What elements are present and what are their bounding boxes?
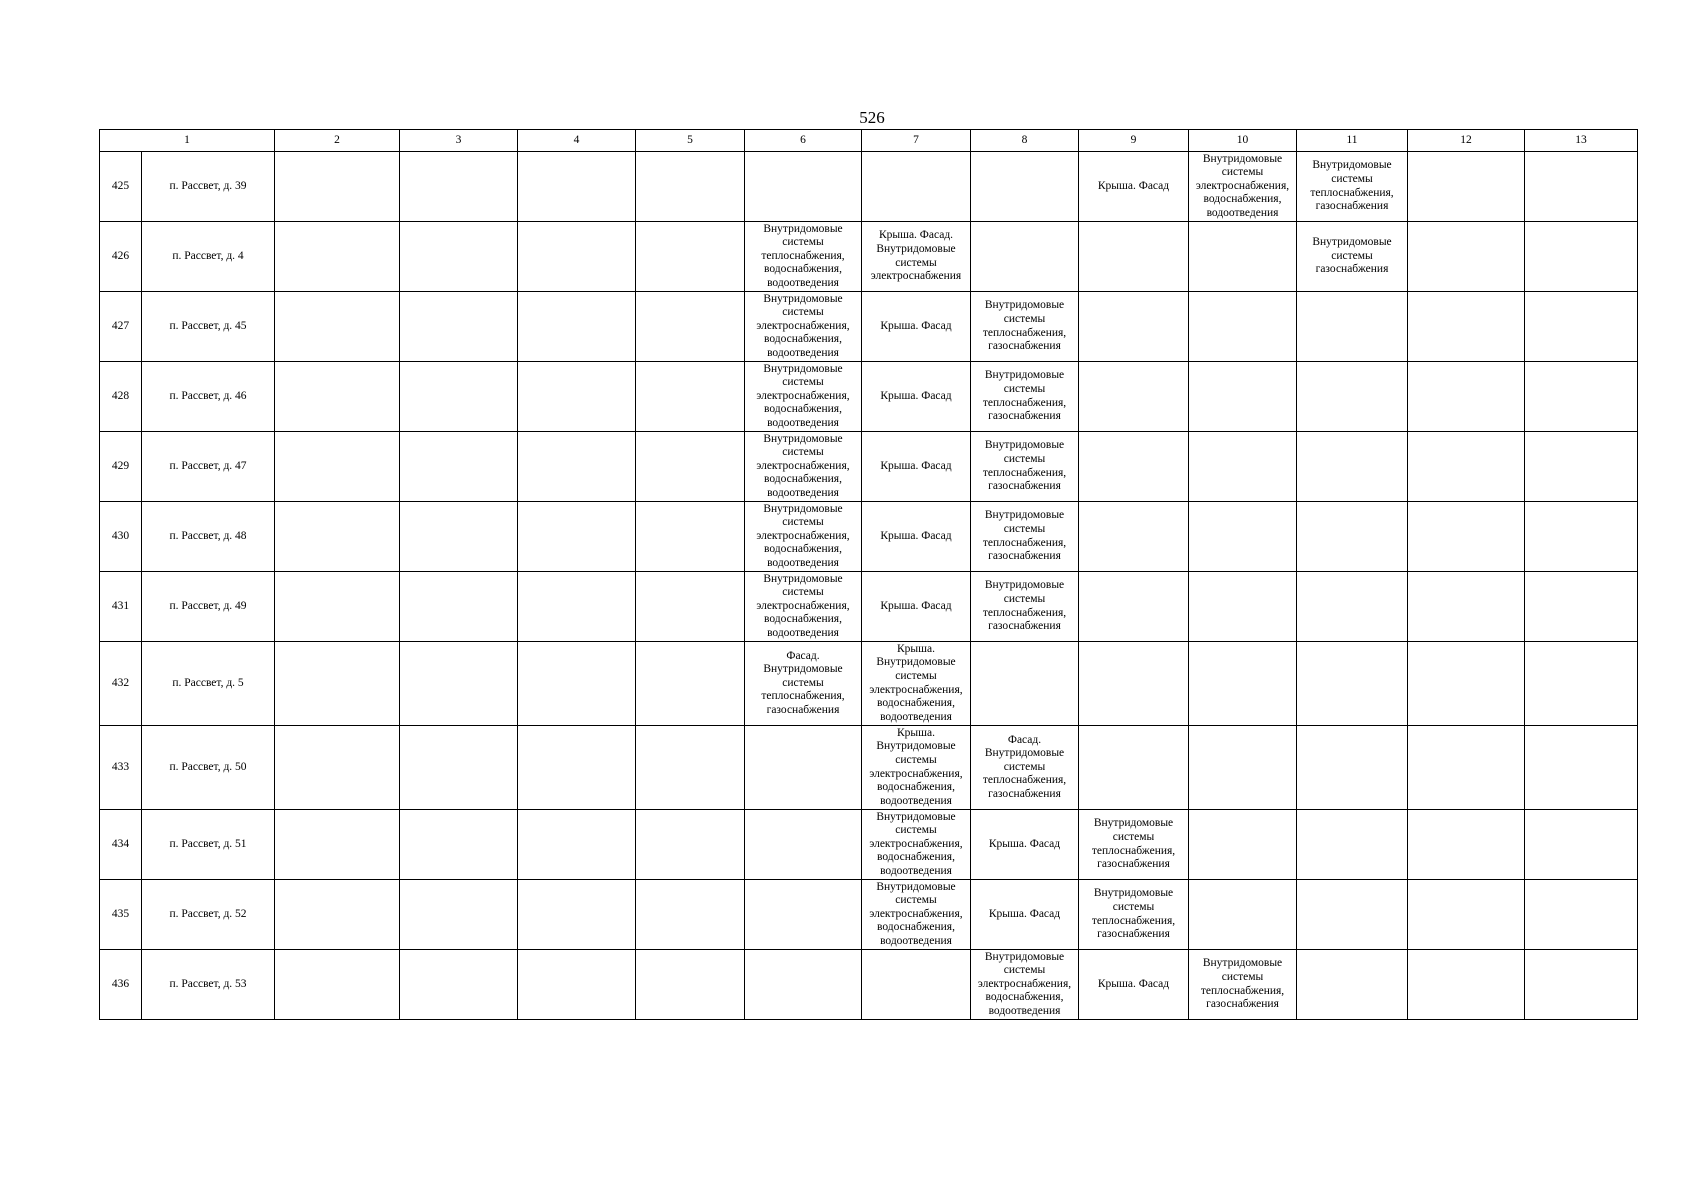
empty-cell [518, 950, 636, 1020]
empty-cell [1525, 642, 1638, 726]
empty-cell [636, 362, 745, 432]
row-number: 428 [100, 362, 142, 432]
empty-cell [1525, 292, 1638, 362]
empty-cell [275, 502, 400, 572]
empty-cell [1408, 432, 1525, 502]
empty-cell [636, 810, 745, 880]
empty-cell [1408, 152, 1525, 222]
header-row [100, 130, 1638, 152]
work-cell [1297, 572, 1408, 642]
work-cell: Крыша. Фасад [1079, 950, 1189, 1020]
empty-cell [275, 432, 400, 502]
address-cell: п. Рассвет, д. 45 [142, 292, 275, 362]
empty-cell [400, 292, 518, 362]
empty-cell [518, 362, 636, 432]
row-number: 427 [100, 292, 142, 362]
work-cell [971, 152, 1079, 222]
row-number: 429 [100, 432, 142, 502]
work-cell [1079, 432, 1189, 502]
table-row [100, 880, 1638, 950]
repair-schedule-table [99, 129, 1638, 1020]
empty-cell [400, 810, 518, 880]
work-cell: Внутридомовые системы электроснабжения, водоснабжения, водоотведения [745, 432, 862, 502]
work-cell: Внутридомовые системы теплоснабжения, газоснабжения [971, 292, 1079, 362]
work-cell: Внутридомовые системы теплоснабжения, газоснабжения [1297, 152, 1408, 222]
empty-cell [400, 950, 518, 1020]
address-cell: п. Рассвет, д. 48 [142, 502, 275, 572]
address-cell: п. Рассвет, д. 53 [142, 950, 275, 1020]
page-number: 526 [859, 108, 885, 127]
work-cell: Внутридомовые системы газоснабжения [1297, 222, 1408, 292]
empty-cell [518, 222, 636, 292]
empty-cell [400, 642, 518, 726]
work-cell [1079, 502, 1189, 572]
address-cell: п. Рассвет, д. 52 [142, 880, 275, 950]
work-cell: Крыша. Фасад [1079, 152, 1189, 222]
empty-cell [1408, 362, 1525, 432]
empty-cell [275, 152, 400, 222]
work-cell [1189, 432, 1297, 502]
work-cell: Внутридомовые системы электроснабжения, водоснабжения, водоотведения [745, 292, 862, 362]
header-cell: 4 [518, 130, 636, 152]
empty-cell [636, 502, 745, 572]
empty-cell [518, 726, 636, 810]
table-row [100, 362, 1638, 432]
work-cell [1297, 362, 1408, 432]
header-cell: 13 [1525, 130, 1638, 152]
row-number: 432 [100, 642, 142, 726]
empty-cell [1408, 810, 1525, 880]
work-cell [745, 880, 862, 950]
empty-cell [275, 726, 400, 810]
address-cell: п. Рассвет, д. 51 [142, 810, 275, 880]
work-cell [1079, 642, 1189, 726]
address-cell: п. Рассвет, д. 47 [142, 432, 275, 502]
work-cell [1297, 292, 1408, 362]
work-cell: Внутридомовые системы теплоснабжения, водоснабжения, водоотведения [745, 222, 862, 292]
work-cell [745, 950, 862, 1020]
empty-cell [400, 432, 518, 502]
empty-cell [636, 152, 745, 222]
empty-cell [275, 362, 400, 432]
empty-cell [518, 880, 636, 950]
work-cell [862, 152, 971, 222]
work-cell: Внутридомовые системы теплоснабжения, газоснабжения [1189, 950, 1297, 1020]
empty-cell [636, 222, 745, 292]
address-cell: п. Рассвет, д. 5 [142, 642, 275, 726]
work-cell: Крыша. Фасад [862, 502, 971, 572]
work-cell [1189, 292, 1297, 362]
empty-cell [518, 152, 636, 222]
empty-cell [275, 880, 400, 950]
table-row [100, 152, 1638, 222]
work-cell: Крыша. Фасад [971, 810, 1079, 880]
address-cell: п. Рассвет, д. 46 [142, 362, 275, 432]
work-cell: Внутридомовые системы электроснабжения, водоснабжения, водоотведения [745, 572, 862, 642]
work-cell: Внутридомовые системы электроснабжения, водоснабжения, водоотведения [862, 880, 971, 950]
work-cell [1189, 502, 1297, 572]
empty-cell [400, 880, 518, 950]
header-cell: 1 [100, 130, 275, 152]
address-cell: п. Рассвет, д. 49 [142, 572, 275, 642]
header-cell: 7 [862, 130, 971, 152]
work-cell [1079, 222, 1189, 292]
empty-cell [636, 292, 745, 362]
empty-cell [636, 880, 745, 950]
empty-cell [1408, 726, 1525, 810]
table-row [100, 572, 1638, 642]
work-cell [745, 726, 862, 810]
empty-cell [518, 642, 636, 726]
table-row [100, 432, 1638, 502]
work-cell [1079, 726, 1189, 810]
empty-cell [275, 950, 400, 1020]
work-cell [1297, 726, 1408, 810]
empty-cell [1408, 950, 1525, 1020]
empty-cell [400, 502, 518, 572]
table-row [100, 950, 1638, 1020]
empty-cell [1408, 222, 1525, 292]
empty-cell [518, 502, 636, 572]
work-cell: Крыша. Фасад [862, 432, 971, 502]
row-number: 435 [100, 880, 142, 950]
empty-cell [1525, 362, 1638, 432]
work-cell: Внутридомовые системы электроснабжения, водоснабжения, водоотведения [971, 950, 1079, 1020]
empty-cell [400, 222, 518, 292]
work-cell [1189, 222, 1297, 292]
header-cell: 10 [1189, 130, 1297, 152]
work-cell [1297, 642, 1408, 726]
empty-cell [400, 726, 518, 810]
work-cell [1079, 292, 1189, 362]
work-cell: Внутридомовые системы электроснабжения, водоснабжения, водоотведения [745, 362, 862, 432]
empty-cell [1408, 292, 1525, 362]
empty-cell [1525, 572, 1638, 642]
empty-cell [1525, 432, 1638, 502]
empty-cell [1408, 502, 1525, 572]
empty-cell [636, 572, 745, 642]
work-cell [971, 222, 1079, 292]
work-cell [1189, 362, 1297, 432]
header-cell: 9 [1079, 130, 1189, 152]
empty-cell [400, 362, 518, 432]
work-cell [1189, 810, 1297, 880]
work-cell: Крыша. Фасад [862, 572, 971, 642]
work-cell: Внутридомовые системы теплоснабжения, газоснабжения [1079, 810, 1189, 880]
address-cell: п. Рассвет, д. 39 [142, 152, 275, 222]
work-cell [1079, 362, 1189, 432]
address-cell: п. Рассвет, д. 50 [142, 726, 275, 810]
row-number: 430 [100, 502, 142, 572]
empty-cell [518, 572, 636, 642]
empty-cell [275, 292, 400, 362]
work-cell: Внутридомовые системы теплоснабжения, газоснабжения [971, 572, 1079, 642]
work-cell: Внутридомовые системы теплоснабжения, газоснабжения [1079, 880, 1189, 950]
row-number: 425 [100, 152, 142, 222]
work-cell [1189, 880, 1297, 950]
empty-cell [518, 432, 636, 502]
work-cell [1189, 726, 1297, 810]
work-cell [1297, 432, 1408, 502]
table-row [100, 642, 1638, 726]
empty-cell [636, 432, 745, 502]
empty-cell [275, 572, 400, 642]
empty-cell [1525, 222, 1638, 292]
table-row [100, 502, 1638, 572]
work-cell [1297, 810, 1408, 880]
work-cell [1297, 502, 1408, 572]
work-cell [745, 810, 862, 880]
work-cell: Крыша. Внутридомовые системы электроснабжения, водоснабжения, водоотведения [862, 642, 971, 726]
row-number: 426 [100, 222, 142, 292]
empty-cell [518, 810, 636, 880]
work-cell: Крыша. Внутридомовые системы электроснабжения, водоснабжения, водоотведения [862, 726, 971, 810]
work-cell [1079, 572, 1189, 642]
empty-cell [275, 222, 400, 292]
work-cell: Внутридомовые системы теплоснабжения, газоснабжения [971, 362, 1079, 432]
empty-cell [400, 572, 518, 642]
header-cell: 12 [1408, 130, 1525, 152]
table-row [100, 292, 1638, 362]
empty-cell [275, 810, 400, 880]
work-cell: Внутридомовые системы электроснабжения, водоснабжения, водоотведения [862, 810, 971, 880]
work-cell: Крыша. Фасад [971, 880, 1079, 950]
empty-cell [1525, 152, 1638, 222]
empty-cell [1525, 726, 1638, 810]
table-row [100, 222, 1638, 292]
row-number: 434 [100, 810, 142, 880]
work-cell: Крыша. Фасад [862, 292, 971, 362]
work-cell [1297, 950, 1408, 1020]
table-row [100, 810, 1638, 880]
header-cell: 3 [400, 130, 518, 152]
work-cell: Крыша. Фасад [862, 362, 971, 432]
empty-cell [1525, 502, 1638, 572]
header-cell: 5 [636, 130, 745, 152]
header-cell: 2 [275, 130, 400, 152]
work-cell: Внутридомовые системы электроснабжения, водоснабжения, водоотведения [745, 502, 862, 572]
work-cell: Крыша. Фасад. Внутридомовые системы электроснабжения [862, 222, 971, 292]
empty-cell [636, 726, 745, 810]
table-row [100, 726, 1638, 810]
work-cell [971, 642, 1079, 726]
empty-cell [1525, 810, 1638, 880]
work-cell [1189, 642, 1297, 726]
work-cell [745, 152, 862, 222]
work-cell [1297, 880, 1408, 950]
empty-cell [400, 152, 518, 222]
empty-cell [1525, 950, 1638, 1020]
row-number: 436 [100, 950, 142, 1020]
empty-cell [636, 950, 745, 1020]
work-cell [1189, 572, 1297, 642]
empty-cell [1408, 572, 1525, 642]
work-cell: Фасад. Внутридомовые системы теплоснабжения, газоснабжения [971, 726, 1079, 810]
empty-cell [1408, 880, 1525, 950]
address-cell: п. Рассвет, д. 4 [142, 222, 275, 292]
empty-cell [275, 642, 400, 726]
work-cell [862, 950, 971, 1020]
header-cell: 11 [1297, 130, 1408, 152]
work-cell: Внутридомовые системы электроснабжения, водоснабжения, водоотведения [1189, 152, 1297, 222]
header-cell: 8 [971, 130, 1079, 152]
work-cell: Внутридомовые системы теплоснабжения, газоснабжения [971, 502, 1079, 572]
row-number: 433 [100, 726, 142, 810]
work-cell: Фасад. Внутридомовые системы теплоснабжения, газоснабжения [745, 642, 862, 726]
row-number: 431 [100, 572, 142, 642]
header-cell: 6 [745, 130, 862, 152]
empty-cell [1408, 642, 1525, 726]
empty-cell [1525, 880, 1638, 950]
empty-cell [518, 292, 636, 362]
empty-cell [636, 642, 745, 726]
work-cell: Внутридомовые системы теплоснабжения, газоснабжения [971, 432, 1079, 502]
